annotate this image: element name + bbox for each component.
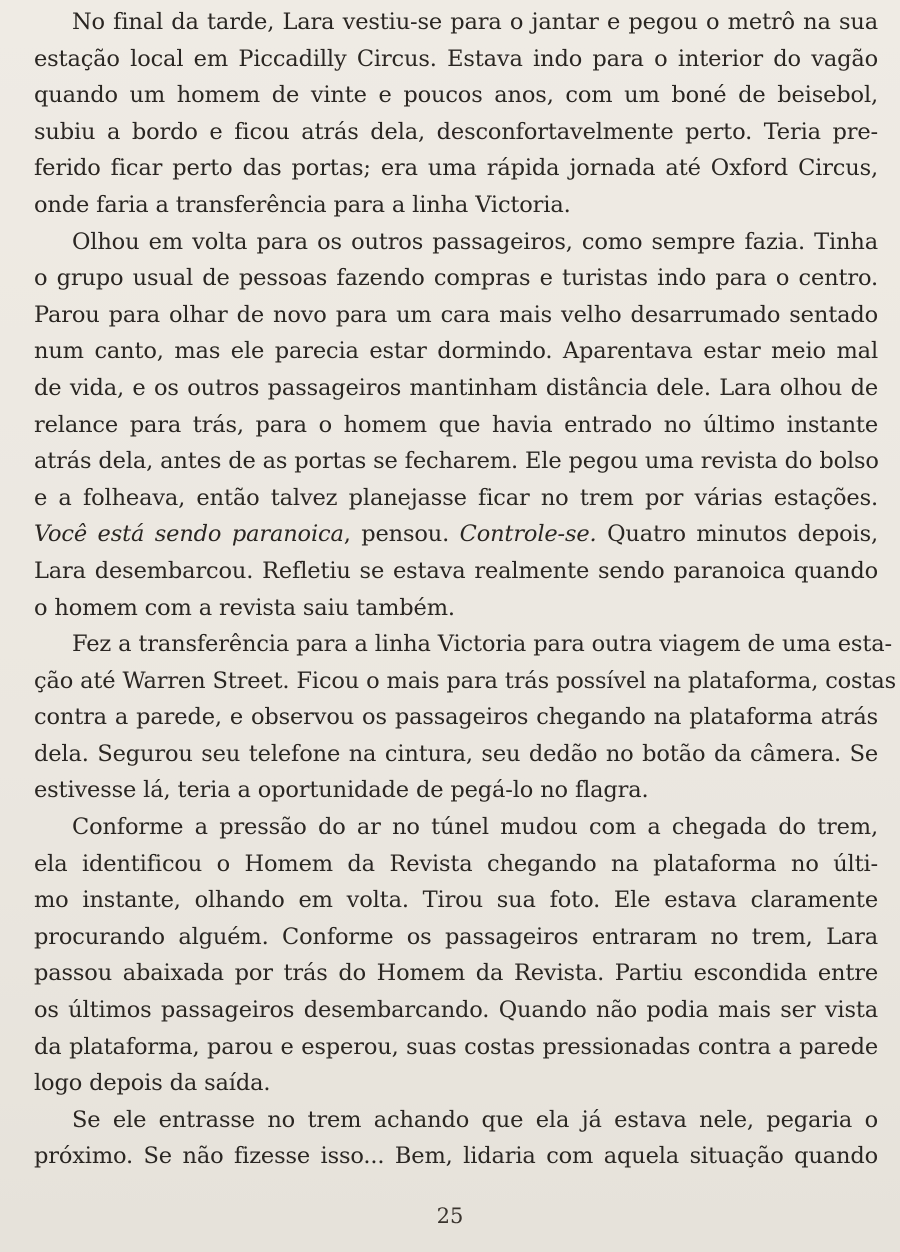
text-line: Olhou em volta para os outros passageiros, como sempre fazia. Tinha	[72, 228, 878, 255]
text-line: de vida, e os outros passageiros mantinham distância dele. Lara olhou de	[34, 374, 878, 401]
text-line: num canto, mas ele parecia estar dormindo. Aparentava estar meio mal	[34, 338, 878, 365]
paragraph-5	[34, 1102, 878, 1175]
text-line: contra a parede, e observou os passageiros chegando na plataforma atrás	[34, 704, 878, 731]
paragraph-2	[34, 224, 878, 627]
text-line: subiu a bordo e ficou atrás dela, desconfortavelmente perto. Teria pre-	[34, 118, 878, 145]
inline-text: Quatro minutos depois,	[596, 521, 878, 548]
text-line: ção até Warren Street. Ficou o mais para trás possível na plataforma, costas	[34, 667, 896, 694]
text-line: próximo. Se não fizesse isso... Bem, lidaria com aquela situação quando	[34, 1143, 878, 1170]
paragraph-3	[34, 626, 896, 809]
text-line: passou abaixada por trás do Homem da Revista. Partiu escondida entre	[34, 960, 878, 987]
text-line: Se ele entrasse no trem achando que ela já estava nele, pegaria o	[72, 1106, 878, 1133]
text-line: e a folheava, então talvez planejasse ficar no trem por várias estações.	[34, 484, 878, 511]
text-line: ela identificou o Homem da Revista chegando na plataforma no últi-	[34, 850, 878, 877]
text-line: o grupo usual de pessoas fazendo compras e turistas indo para o centro.	[34, 265, 878, 292]
text-line: estação local em Piccadilly Circus. Estava indo para o interior do vagão	[34, 45, 878, 72]
text-line: logo depois da saída.	[34, 1070, 271, 1097]
paragraph-4	[34, 809, 878, 1102]
text-line: Fez a transferência para a linha Victoria para outra viagem de uma esta-	[72, 631, 892, 658]
text-line: quando um homem de vinte e poucos anos, com um boné de beisebol,	[34, 82, 878, 109]
text-line: os últimos passageiros desembarcando. Quando não podia mais ser vista	[34, 997, 878, 1024]
text-line: No final da tarde, Lara vestiu-se para o jantar e pegou o metrô na sua	[72, 9, 878, 35]
text-line: relance para trás, para o homem que havia entrado no último instante	[34, 411, 878, 438]
text-line: atrás dela, antes de as portas se fecharem. Ele pegou uma revista do bolso	[34, 448, 879, 475]
text-line: da plataforma, parou e esperou, suas costas pressionadas contra a parede	[34, 1033, 878, 1060]
inline-text: , pensou.	[343, 521, 460, 548]
text-line: Lara desembarcou. Refletiu se estava realmente sendo paranoica quando	[34, 557, 878, 584]
text-line: onde faria a transferência para a linha Victoria.	[34, 191, 571, 218]
text-line: ferido ficar perto das portas; era uma rápida jornada até Oxford Circus,	[34, 155, 878, 182]
text-line: procurando alguém. Conforme os passageiros entraram no trem, Lara	[34, 923, 878, 950]
text-line: dela. Segurou seu telefone na cintura, seu dedão no botão da câmera. Se	[34, 740, 878, 767]
text-line: Conforme a pressão do ar no túnel mudou com a chegada do trem,	[72, 814, 878, 841]
italic-thought-2: Controle-se.	[459, 521, 597, 548]
text-line: Parou para olhar de novo para um cara mais velho desarrumado sentado	[34, 301, 878, 328]
body-text	[34, 4, 896, 1175]
text-line: o homem com a revista saiu também.	[34, 594, 455, 621]
text-line-with-italics	[34, 516, 878, 553]
text-line: estivesse lá, teria a oportunidade de pegá-lo no flagra.	[34, 777, 649, 804]
text-line: mo instante, olhando em volta. Tirou sua foto. Ele estava claramente	[34, 887, 878, 914]
paragraph-1	[34, 4, 878, 224]
italic-thought-1: Você está sendo paranoica	[34, 521, 344, 548]
page-number: 25	[436, 1204, 464, 1228]
